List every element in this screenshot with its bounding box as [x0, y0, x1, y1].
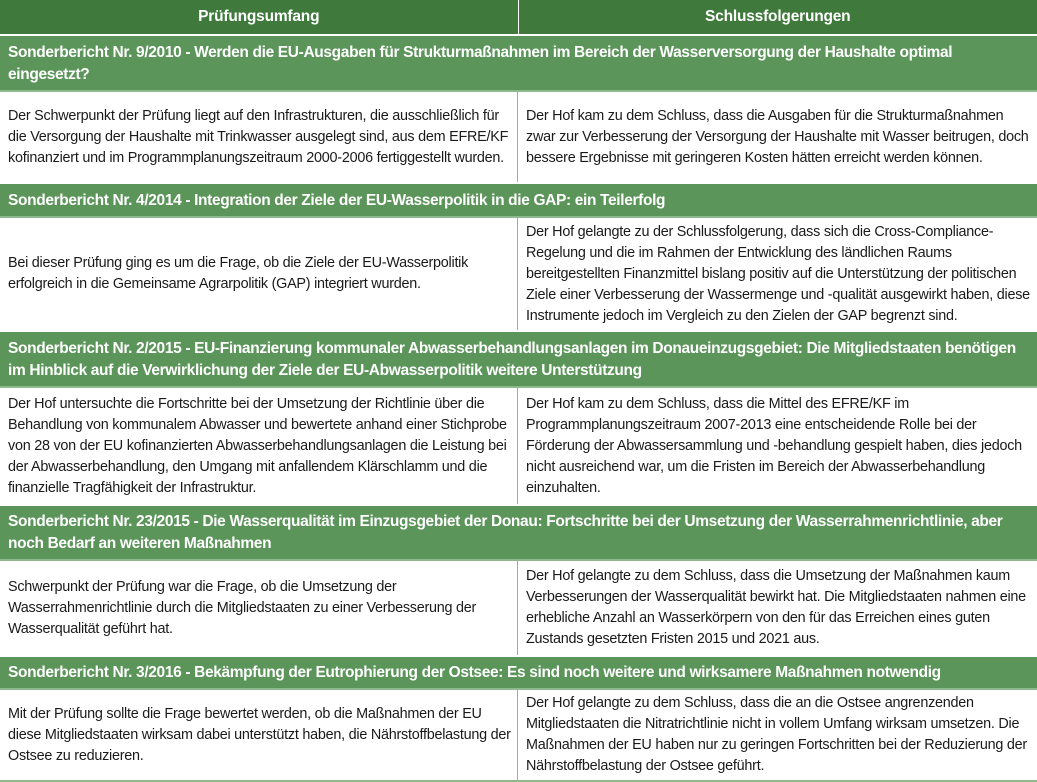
scope-cell: Der Hof untersuchte die Fortschritte bei der Umsetzung der Richtlinie über die Behandlung von kommunalem Abwasser und bewertete anhand einer Stichprobe von 28 von der EU kofinanzierten Abwasserbehandlungsanlagen die Leistung bei der Abwasserbehandlung, den Umgang mit anfallendem Klärschlamm und die finanzielle Tragfähigkeit der Infrastruktur.	[0, 388, 518, 504]
table-row	[0, 386, 1037, 504]
conclusion-cell: Der Hof gelangte zu dem Schluss, dass die Umsetzung der Maßnahmen kaum Verbesserungen der Wasserqualität bewirkt hat. Die Mitgliedstaaten nahmen eine erhebliche Anzahl an Wasserkörpern von den für das Erreichen eines guten Zustands gesetzten Fristen 2015 und 2021 aus.	[526, 568, 1026, 647]
table-row	[0, 90, 1037, 182]
column-header-scope: Prüfungsumfang	[0, 0, 519, 34]
scope-cell: Mit der Prüfung sollte die Frage bewertet werden, ob die Maßnahmen der EU diese Mitgliedstaaten wirksam dabei unterstützt haben, die Nährstoffbelastung der Ostsee zu reduzieren.	[0, 690, 518, 780]
scope-cell: Bei dieser Prüfung ging es um die Frage, ob die Ziele der EU-Wasserpolitik erfolgreich in die Gemeinsame Agrarpolitik (GAP) integriert wurden.	[0, 218, 518, 330]
conclusion-cell: Der Hof gelangte zu der Schlussfolgerung, dass sich die Cross-Compliance-Regelung und die im Rahmen der Entwicklung des ländlichen Raums bereitgestellten Finanzmittel bislang positiv auf die Unterstützung der politischen Ziele einer Verbesserung der Wassermenge und -qualität ausgewirkt haben, diese Instrumente jedoch im Vergleich zu den Zielen der GAP begrenzt sind.	[526, 223, 1030, 324]
report-title-row	[0, 504, 1037, 559]
report-title: Sonderbericht Nr. 2/2015 - EU-Finanzierung kommunaler Abwasserbehandlungsanlagen im Donaueinzugsgebiet: Die Mitgliedstaaten benötigen im Hinblick auf die Verwirklichung der Ziele der EU-Abwasserpolitik weitere Unterstützung	[8, 339, 1016, 379]
table-row	[0, 688, 1037, 780]
conclusion-cell: Der Hof kam zu dem Schluss, dass die Ausgaben für die Strukturmaßnahmen zwar zur Verbesserung der Versorgung der Haushalte mit Wasser beitrugen, doch bessere Ergebnisse mit geringeren Kosten hätten erreicht werden können.	[526, 107, 1029, 166]
report-title-row	[0, 655, 1037, 688]
table-row	[0, 559, 1037, 655]
report-title: Sonderbericht Nr. 23/2015 - Die Wasserqualität im Einzugsgebiet der Donau: Fortschritte bei der Umsetzung der Wasserrahmenrichtlinie, aber noch Bedarf an weiteren Maßnahmen	[8, 513, 1003, 552]
report-title: Sonderbericht Nr. 9/2010 - Werden die EU-Ausgaben für Strukturmaßnahmen im Bereich der Wasserversorgung der Haushalte optimal eingesetzt?	[8, 43, 953, 83]
report-title-row	[0, 34, 1037, 90]
report-title: Sonderbericht Nr. 4/2014 - Integration der Ziele der EU-Wasserpolitik in die GAP: ein Teilerfolg	[8, 191, 666, 209]
report-title-row	[0, 182, 1037, 216]
column-header-conclusions: Schlussfolgerungen	[705, 8, 851, 25]
report-title-row	[0, 330, 1037, 386]
conclusion-cell: Der Hof kam zu dem Schluss, dass die Mittel des EFRE/KF im Programmplanungszeitraum 2007-2013 eine entscheidende Rolle bei der Förderung der Abwassersammlung und -behandlung gespielt haben, dies jedoch nicht ausreichend war, um die Fristen im Bereich der Abwasserbehandlung einzuhalten.	[526, 395, 1022, 496]
report-title: Sonderbericht Nr. 3/2016 - Bekämpfung der Eutrophierung der Ostsee: Es sind noch weitere und wirksamere Maßnahmen notwendig	[8, 664, 941, 681]
table-row	[0, 216, 1037, 330]
scope-cell: Der Schwerpunkt der Prüfung liegt auf den Infrastrukturen, die ausschließlich für die Versorgung der Haushalte mit Trinkwasser ausgelegt sind, aus dem EFRE/KF kofinanziert und im Programmplanungszeitraum 2000-2006 fertiggestellt wurden.	[0, 92, 518, 182]
table-header	[0, 0, 1037, 34]
scope-cell: Schwerpunkt der Prüfung war die Frage, ob die Umsetzung der Wasserrahmenrichtlinie durch die Mitgliedstaaten zu einer Verbesserung der Wasserqualität geführt hat.	[0, 561, 518, 655]
conclusion-cell: Der Hof gelangte zu dem Schluss, dass die an die Ostsee angrenzenden Mitgliedstaaten die Nitratrichtlinie nicht in vollem Umfang wirksam umsetzen. Die Maßnahmen der EU haben nur zu geringen Fortschritten bei der Reduzierung der Nährstoffbelastung der Ostsee geführt.	[526, 695, 1027, 774]
